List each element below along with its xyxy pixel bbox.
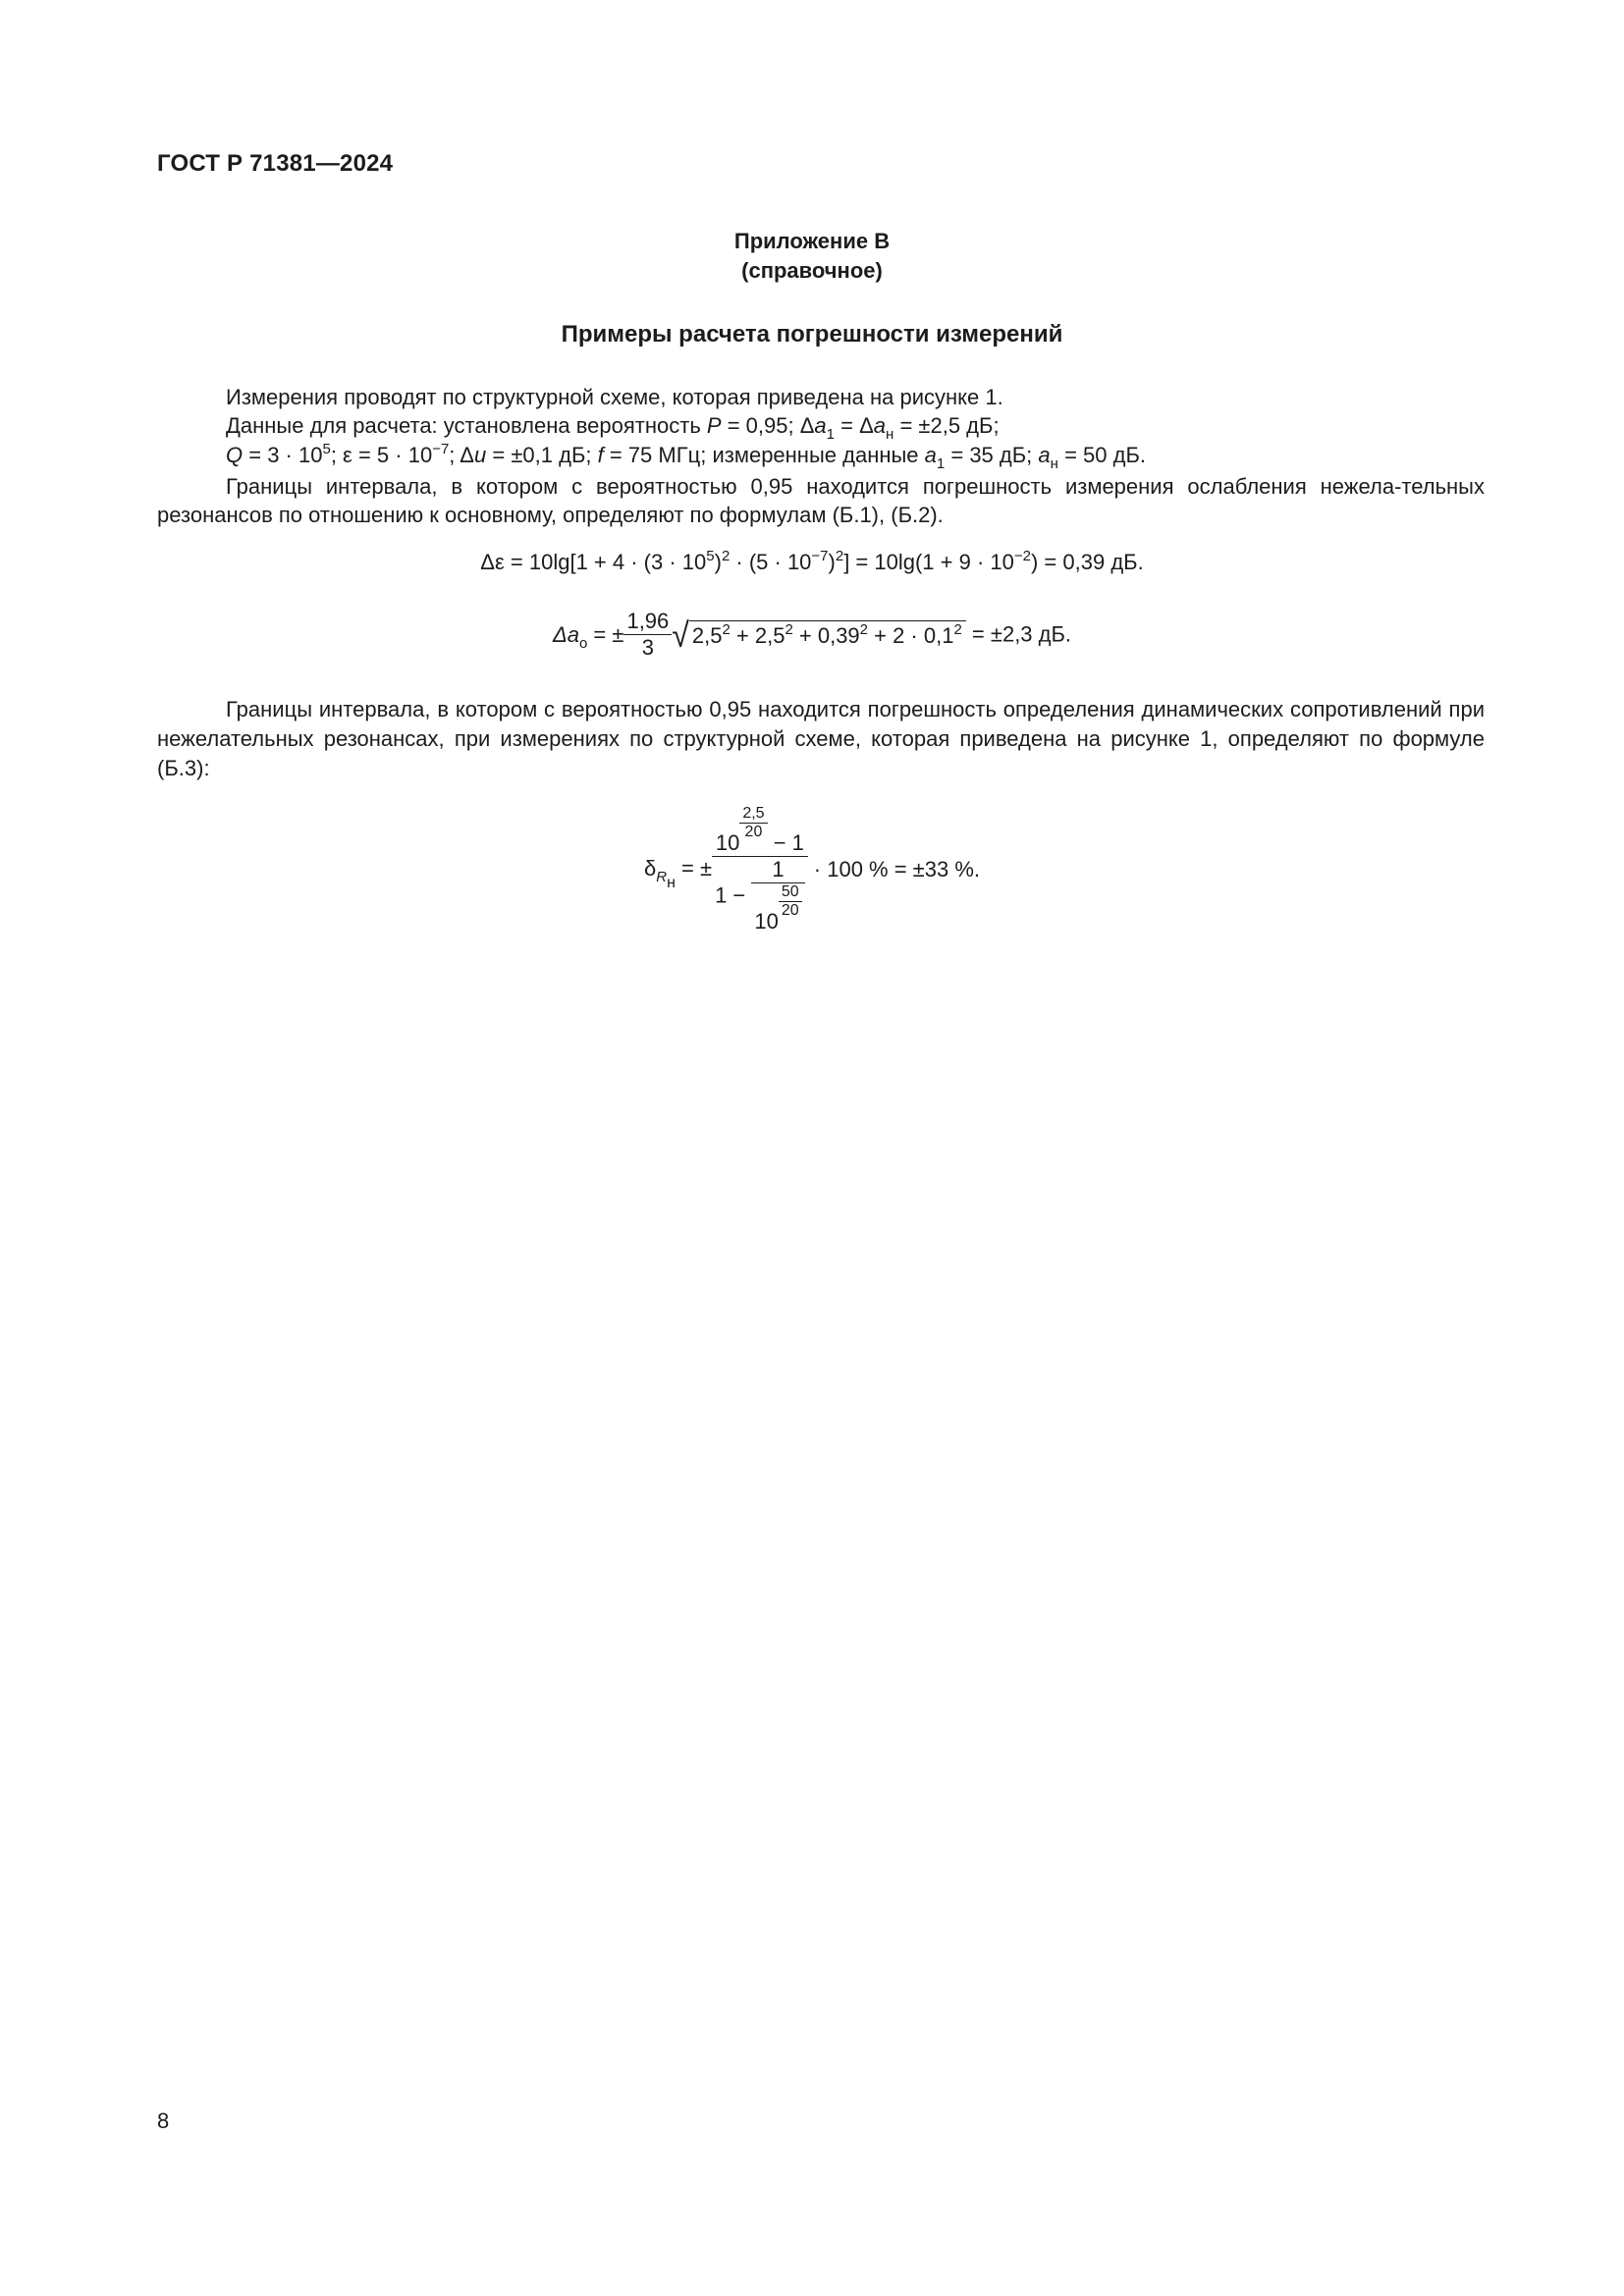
- formula-delta-r: $\delta_{R_н}$ = ± 10 $\frac{2,5}{20}$ − 1 1 − 1 10 $\frac{50}{20}$ · 100 % = ±33 %.: [643, 805, 981, 934]
- paragraph-1: Измерения проводят по структурной схеме, которая приведена на рисунке 1.: [226, 385, 1003, 409]
- paragraph-3: $Q = 3 \cdot 10^5$; $\varepsilon = 5 \cdot 10^{-7}$; Δu = ±0,1 дБ; f = 75 МГц; измеренные данные $a_1 = 35$ дБ; $a_н = 50$ дБ.: [226, 441, 1146, 472]
- section-title: Примеры расчета погрешности измерений: [561, 321, 1063, 347]
- document-code: ГОСТ Р 71381—2024: [157, 150, 394, 177]
- annex-subtitle: (справочное): [741, 258, 883, 283]
- page-number: 8: [157, 2109, 170, 2133]
- paragraph-5: Границы интервала, в котором с вероятностью 0,95 находится погрешность определения динамических сопротивлений при нежелательных резонансах, при измерениях по структурной схеме, которая приведена на рисунке 1, определяют по формуле (Б.3):: [157, 697, 1485, 780]
- paragraph-2: Данные для расчета: установлена вероятность P = 0,95; $\Delta a_1 = \Delta a_н = \pm 2,5$ дБ;: [226, 413, 1000, 443]
- formula-delta-epsilon: $\Delta\varepsilon = 10\lg[1 + 4 \cdot (3 \cdot 10^5)^2 \cdot (5 \cdot 10^{-7})^2] = 10\lg(1 + 9 \cdot 10^{-2}) = 0,39$ дБ.: [480, 548, 1144, 574]
- sqrt-icon: √: [672, 614, 689, 655]
- formula-delta-a: $\Delta a_о$ = ± $\frac{1,96}{3}$ √ $2,5^2 + 2,5^2 + 0,39^2 + 2 \cdot 0,1^2$ = ±2,3 дБ.: [552, 609, 1072, 660]
- paragraph-4: Границы интервала, в котором с вероятностью 0,95 находится погрешность измерения ослабления нежела-тельных резонансов по отношению к основному, определяют по формулам (Б.1), (Б.2).: [157, 474, 1485, 527]
- annex-title: Приложение В: [733, 229, 891, 253]
